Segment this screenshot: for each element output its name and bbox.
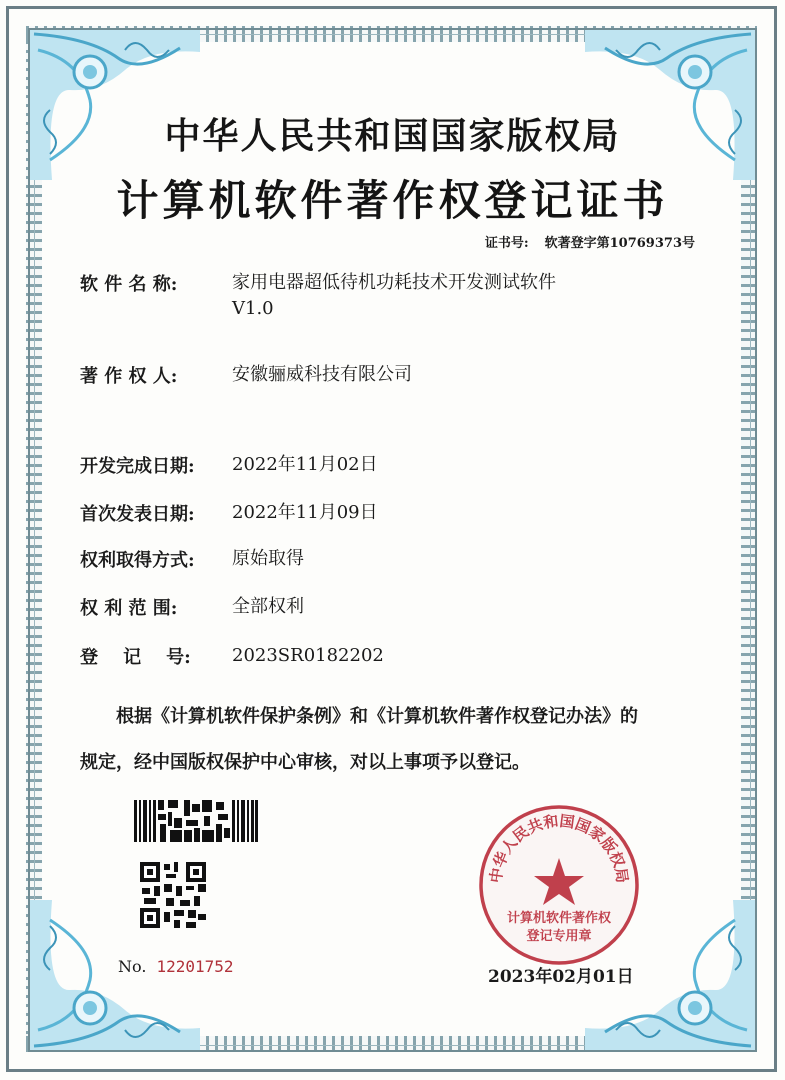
- field-label: 权利取得方式:: [80, 550, 195, 571]
- certificate-number-label: 证书号:: [484, 236, 529, 251]
- field-value: 2022年11月09日: [232, 502, 378, 523]
- issuing-authority: 中华人民共和国国家版权局: [164, 115, 621, 157]
- certificate-number-line: [485, 232, 695, 251]
- field-label: 著 作 权 人:: [80, 366, 178, 387]
- official-seal-icon: [474, 800, 644, 970]
- field-label: 登 记 号:: [80, 647, 191, 668]
- field-value: 全部权利: [232, 596, 304, 617]
- certificate-title: 计算机软件著作权登记证书: [116, 176, 669, 225]
- field-value: 2022年11月02日: [232, 454, 378, 475]
- field-value: 家用电器超低待机功耗技术开发测试软件 V1.0: [232, 272, 556, 319]
- serial-number: [118, 957, 234, 976]
- certificate-number: 软著登字第10769373号: [544, 236, 695, 251]
- field-value: 2023SR0182202: [232, 645, 384, 666]
- barcode-icon: [134, 800, 258, 842]
- field-value: 原始取得: [232, 548, 304, 569]
- field-label: 开发完成日期:: [80, 456, 195, 477]
- field-label: 软 件 名 称:: [80, 274, 178, 295]
- issue-date: 2023年02月01日: [488, 967, 634, 987]
- seal-inner-line-1: 计算机软件著作权: [506, 911, 612, 926]
- field-value: 安徽骊威科技有限公司: [232, 364, 412, 385]
- serial-label: No.: [118, 957, 147, 976]
- field-label: 首次发表日期:: [80, 504, 195, 525]
- seal-inner-line-2: 登记专用章: [526, 929, 592, 944]
- seal-ring-text: 中华人民共和国国家版权局: [486, 811, 632, 885]
- field-label: 权 利 范 围:: [80, 598, 178, 619]
- serial-value: 12201752: [156, 957, 234, 976]
- statement-line-2: 规定，经中国版权保护中心审核，对以上事项予以登记。: [80, 752, 530, 773]
- statement-line-1: 根据《计算机软件保护条例》和《计算机软件著作权登记办法》的: [116, 706, 638, 727]
- qr-code-icon: [140, 862, 206, 928]
